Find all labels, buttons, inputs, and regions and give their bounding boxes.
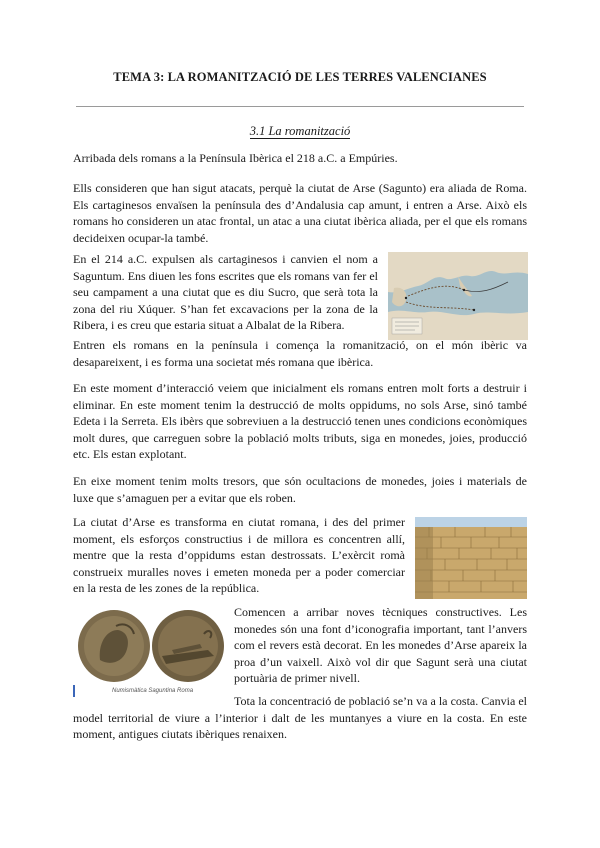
paragraph-4: Entren els romans en la península i comença la romanització, on el món ibèric va desapareixent, i es forma una societat més romana que ibèrica.	[73, 338, 527, 369]
paragraph-6: En eixe moment tenim molts tresors, que són ocultacions de monedes, joies i materials de luxe que s’amaguen per a evitar que els roben.	[73, 474, 527, 505]
coin-caption: Numismàtica Saguntina Roma	[112, 688, 194, 694]
paragraph-1: Arribada dels romans a la Península Ibèrica el 218 a.C. a Empúries.	[73, 151, 398, 165]
coin-photo	[76, 606, 226, 686]
map-marker-2	[463, 289, 465, 291]
map-marker-1	[405, 297, 407, 299]
document-title: TEMA 3: LA ROMANITZACIÓ DE LES TERRES VALENCIANES	[113, 70, 487, 84]
coin-illustration	[76, 606, 226, 686]
wall-illustration	[415, 517, 527, 599]
section-heading	[0, 124, 600, 139]
roman-wall-photo	[415, 517, 527, 599]
paragraph-7: La ciutat d’Arse es transforma en ciutat romana, i des del primer moment, els esforços constructius i de millora es concentren allí, mentre que la resta d’oppidums estan destrossats. L’exèrcit romà construeix muralles noves i emeten moneda per a poder comerciar en la resta de les zones de la república.	[73, 515, 405, 596]
paragraph-8: Comencen a arribar noves tècniques constructives. Les monedes són una font d’iconografia important, tant l’anvers com el revers està decorat. En les monedes d’Arse apareix la proa d’un vaixell. Això vol dir que Sagunt serà una ciutat portuària de primer nivell.	[234, 605, 527, 686]
map-figure	[388, 252, 528, 340]
coin-reverse-field	[158, 616, 218, 676]
wall-shadow	[415, 527, 433, 599]
mediterranean-map	[388, 252, 528, 340]
title-divider	[76, 106, 524, 107]
paragraph-3: En el 214 a.C. expulsen als cartaginesos i canvien el nom a Saguntum. Ens diuen les fons escrites que els romans van fer el seu campament a una ciutat que es diu Sucro, que serà tota la zona del riu Xúquer. S’han fet excavacions per la zona de la Ribera, i es creu que estaria situat a Albalat de la Ribera.	[73, 252, 378, 333]
section-heading-text: 3.1 La romanització	[249, 124, 351, 138]
paragraph-5: En este moment d’interacció veiem que inicialment els romans entren molt forts a destruir i eliminar. En este moment tenim la destrucció de molts oppidums, no sols Arse, sinó també Edeta i la Serreta. Els ibèrs que sobreviuen a la destrucció tenen unes condicions econòmiques molt dures, que carreguen sobre la població molts tributs, siga en monedes, joies, producció etc. Els estan explotant.	[73, 381, 527, 462]
map-marker-3	[473, 309, 475, 311]
paragraph-9: Tota la concentració de població se’n va a la costa. Canvia el model territorial de viure a l’interior i dalt de les muntanyes a viure en la costa. En este moment, antigues ciutats ibèriques renaixen.	[73, 694, 527, 742]
paragraph-2: Ells consideren que han sigut atacats, perquè la ciutat de Arse (Sagunto) era aliada de Roma. Els cartaginesos envaïsen la península des d’Andalusia cap amunt, i entren a Arse. Això els romans ho consideren un atac frontal, un atac a una ciutat ibèrica aliada, per el que els romans decideixen ocupar-la també.	[73, 181, 527, 245]
